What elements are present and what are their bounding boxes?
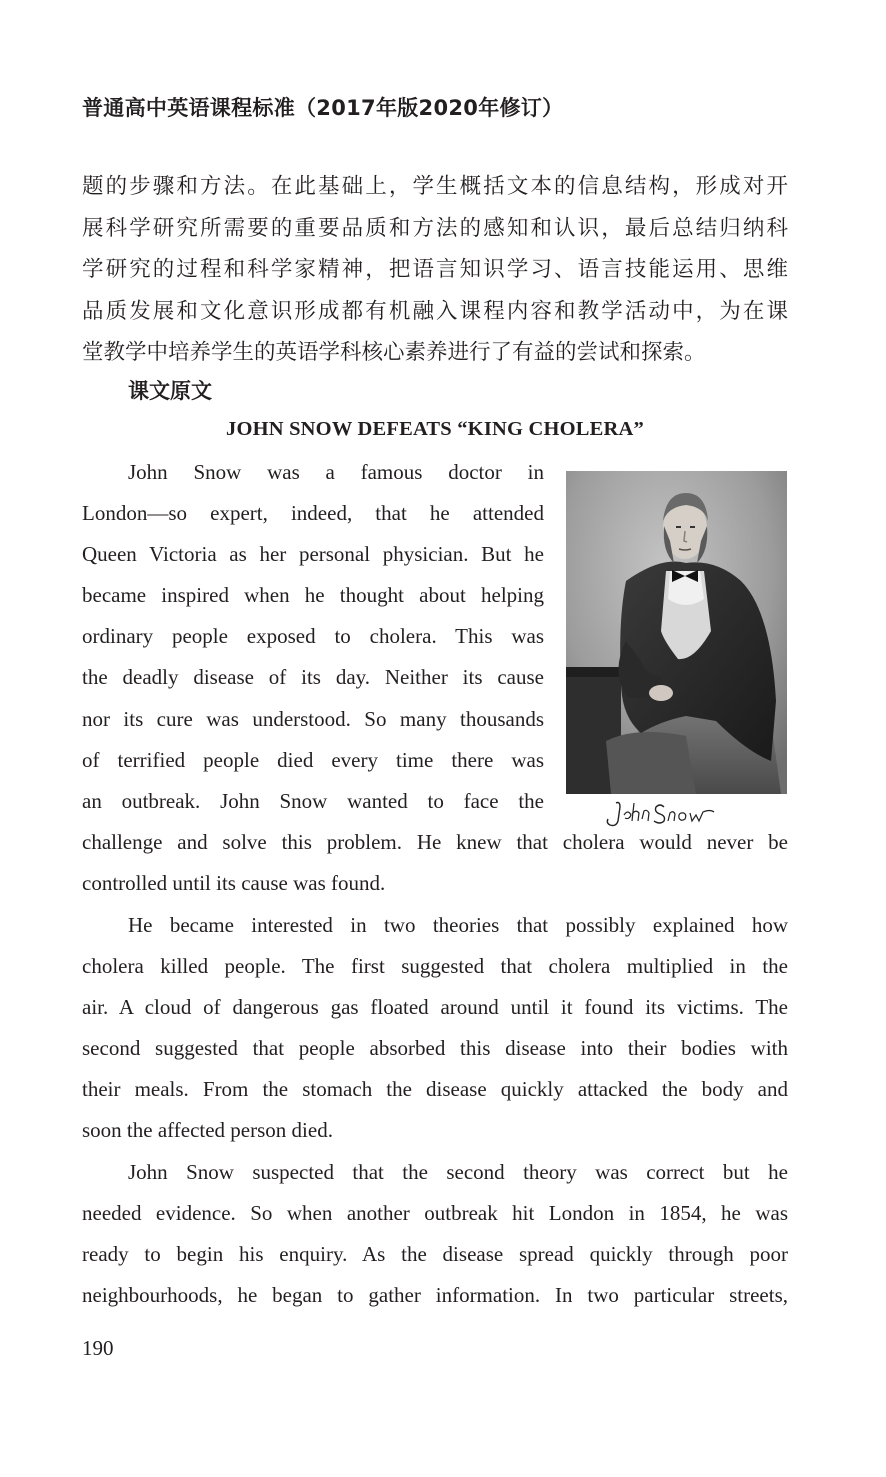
text-line: John Snow was a famous doctor in [128,460,544,484]
intro-line: 堂教学中培养学生的英语学科核心素养进行了有益的尝试和探索。 [82,340,706,365]
signature-image [602,795,742,831]
page-number: 190 [82,1336,114,1360]
text-line: soon the affected person died. [82,1118,333,1143]
article-paragraph-2 [82,905,788,1152]
section-label: 课文原文 [128,379,212,403]
intro-line: 题的步骤和方法。在此基础上，学生概括文本的信息结构，形成对开 [82,174,788,199]
article-paragraph-1 [82,452,544,822]
intro-line: 展科学研究所需要的重要品质和方法的感知和认识，最后总结归纳科 [82,215,788,241]
text-line: their meals. From the stomach the disease quickly attacked the body and [82,1077,788,1102]
text-line: controlled until its cause was found. [82,871,386,896]
text-line: the deadly disease of its day. Neither its cause [82,665,544,690]
intro-line: 学研究的过程和科学家精神，把语言知识学习、语言技能运用、思维 [82,257,788,282]
text-line: air. A cloud of dangerous gas floated around until it found its victims. The [82,995,788,1020]
portrait-photo [566,471,787,794]
text-line: Queen Victoria as her personal physician. But he [82,542,544,567]
text-line: He became interested in two theories that possibly explained how [128,913,788,937]
text-line: cholera killed people. The first suggested that cholera multiplied in the [82,954,788,979]
text-line: London—so expert, indeed, that he attended [82,501,544,526]
text-line: an outbreak. John Snow wanted to face the [82,788,544,813]
intro-paragraph [82,166,788,374]
text-line: became inspired when he thought about helping [82,583,544,608]
text-line: ready to begin his enquiry. As the disease spread quickly through poor [82,1242,788,1267]
article-paragraph-1-continued [82,822,788,904]
text-line: nor its cure was understood. So many thousands [82,706,544,731]
text-line: ordinary people exposed to cholera. This was [82,624,544,649]
text-line: second suggested that people absorbed this disease into their bodies with [82,1036,788,1061]
text-line: needed evidence. So when another outbreak hit London in 1854, he was [82,1201,788,1226]
text-line: neighbourhoods, he began to gather information. In two particular streets, [82,1283,788,1308]
text-line: challenge and solve this problem. He knew that cholera would never be [82,830,788,854]
text-line: John Snow suspected that the second theory was correct but he [128,1160,788,1184]
intro-line: 品质发展和文化意识形成都有机融入课程内容和教学活动中，为在课 [82,298,788,324]
article-paragraph-3 [82,1152,788,1316]
text-line: of terrified people died every time there was [82,747,544,772]
article-title: JOHN SNOW DEFEATS “KING CHOLERA” [226,418,644,440]
running-head-title: 普通高中英语课程标准（2017年版2020年修订） [82,96,564,120]
